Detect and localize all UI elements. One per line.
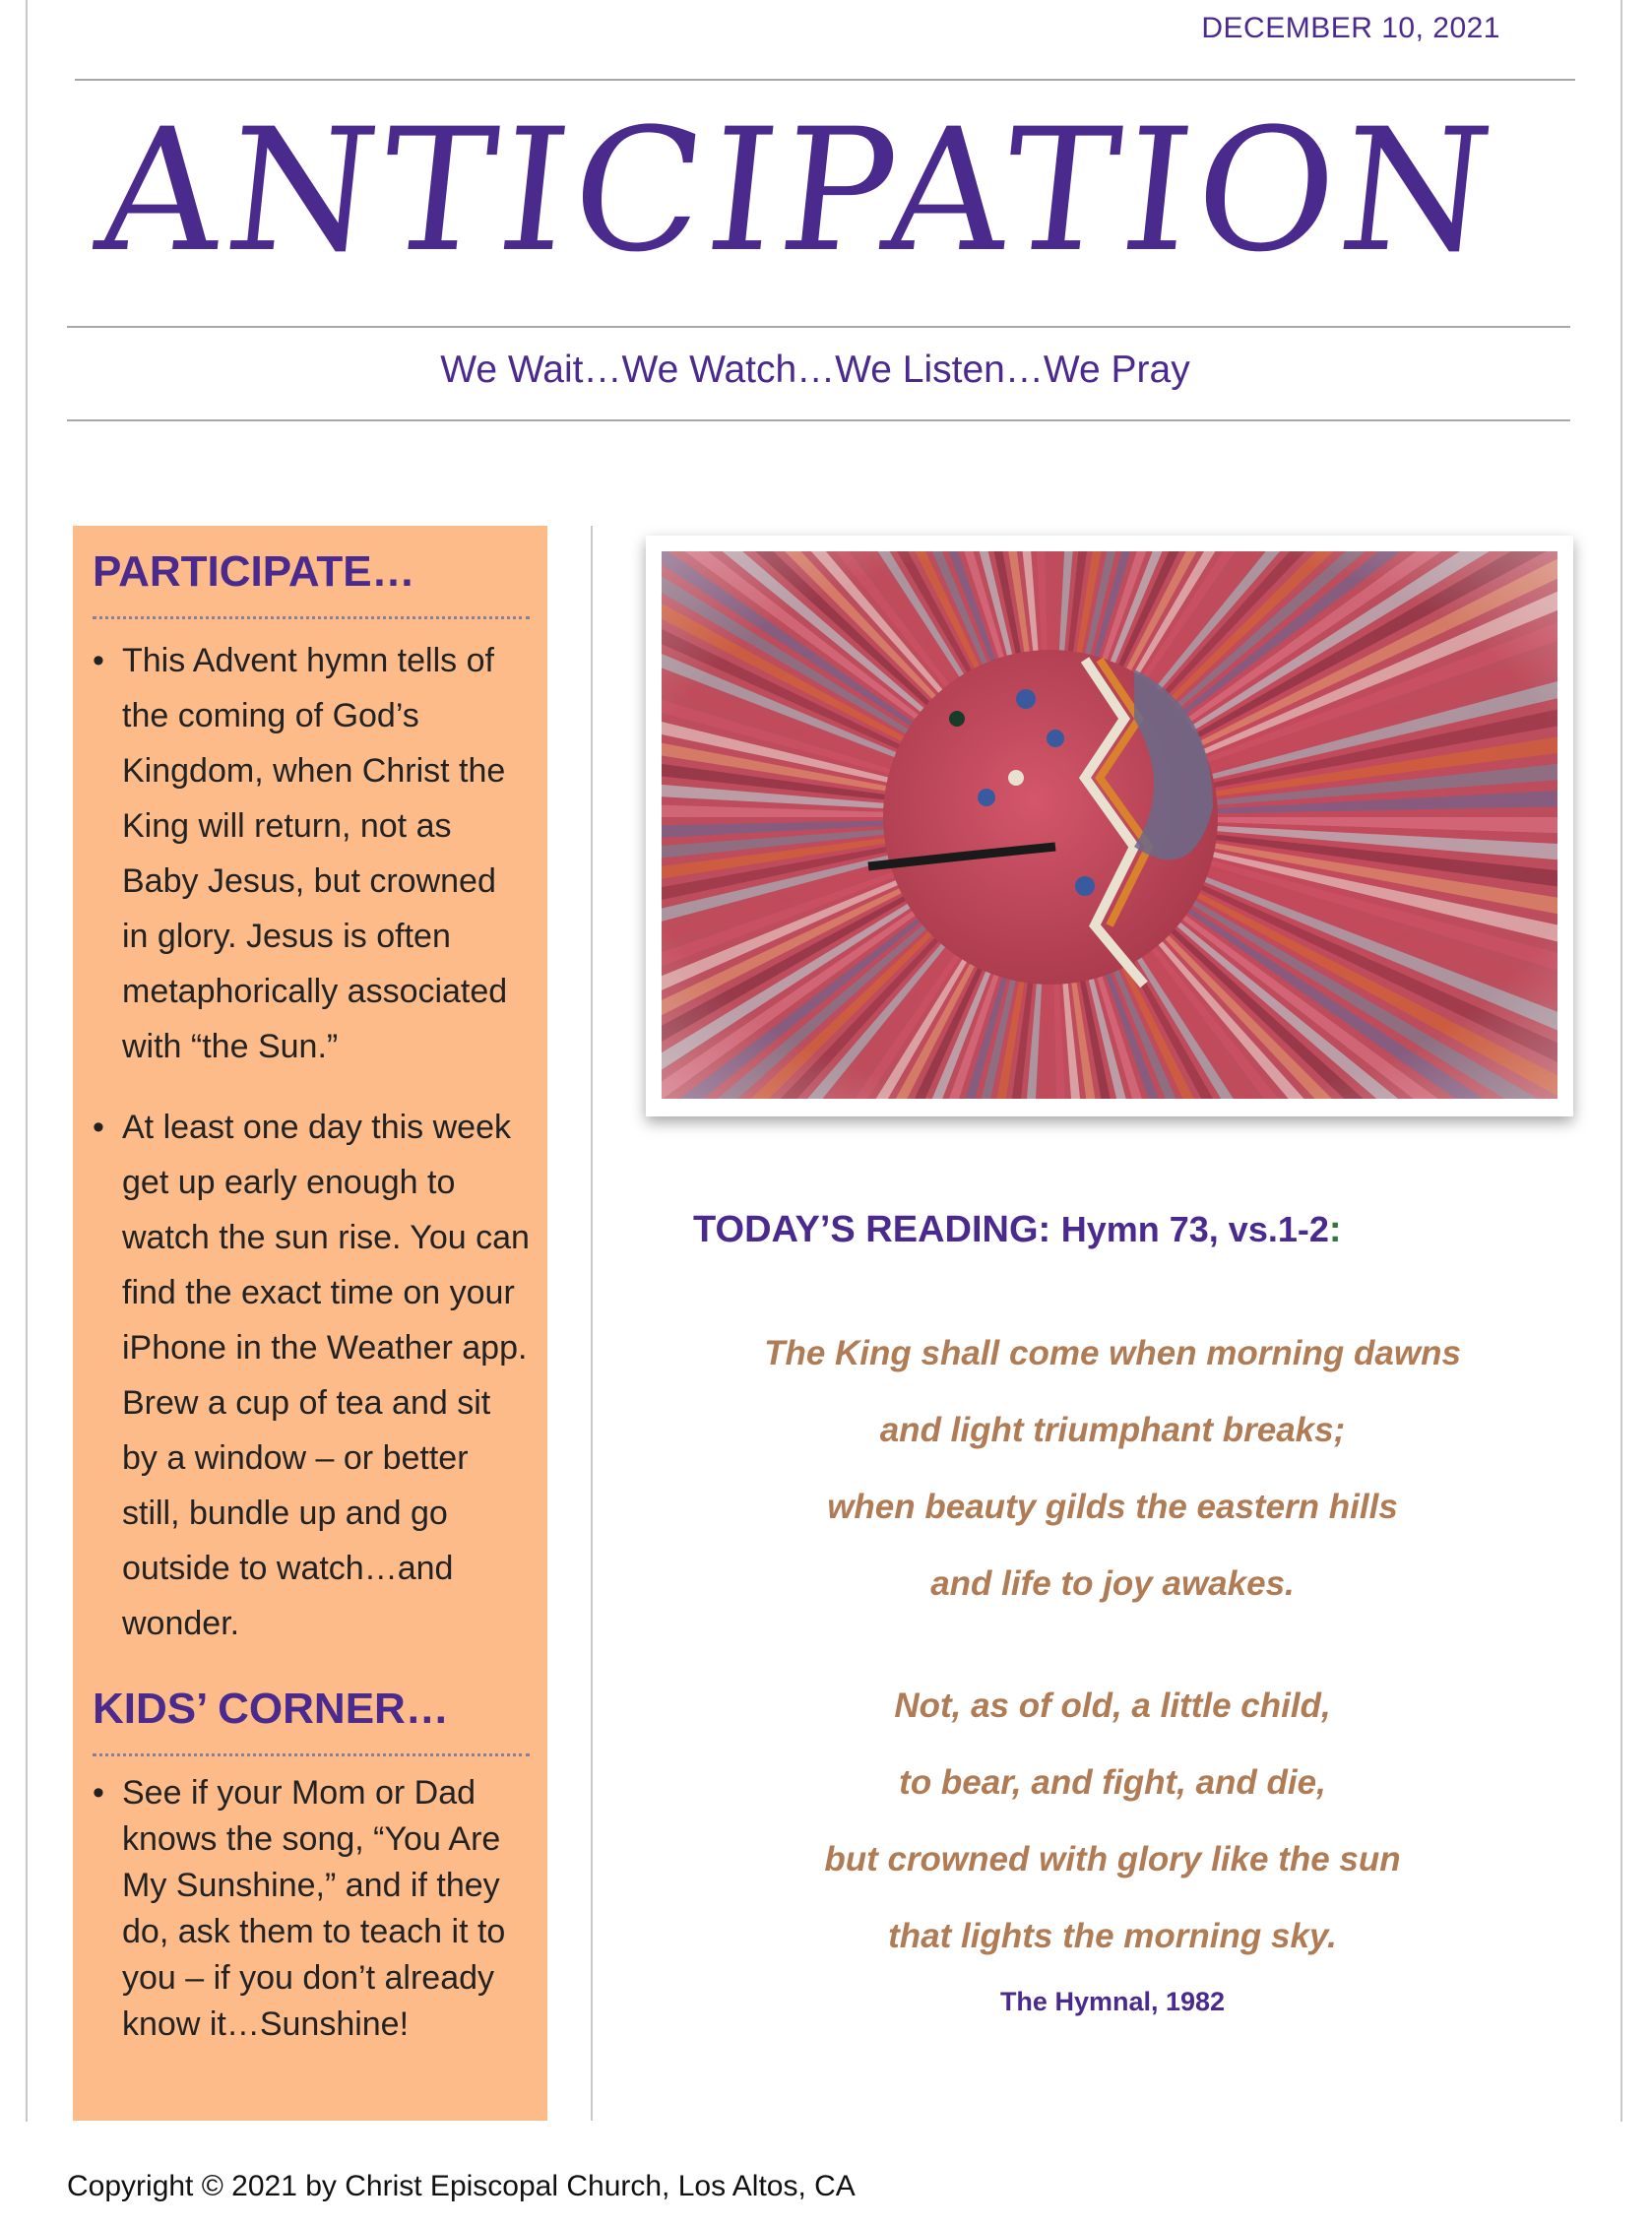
list-item: • At least one day this week get up early enough to watch the sun rise. You can find the exact time on your iPhone in the Weather app. Brew a cup of tea and sit by a window – or better still, bundle up and go outside to watch…and wonder. xyxy=(93,1100,530,1651)
verse-line: when beauty gilds the eastern hills xyxy=(827,1488,1398,1526)
page-border-right xyxy=(1620,0,1622,2122)
reading-heading xyxy=(693,1209,1342,1251)
verse-line: to bear, and fight, and die, xyxy=(899,1763,1326,1802)
rule-under-tagline xyxy=(67,419,1570,421)
copyright: Copyright © 2021 by Christ Episcopal Church, Los Altos, CA xyxy=(67,2170,856,2202)
reading-colon: : xyxy=(1328,1209,1342,1250)
kids-corner-list xyxy=(93,1770,530,2048)
burst-svg xyxy=(662,551,1557,1099)
page-border-left xyxy=(26,0,28,2122)
rule-under-title xyxy=(67,326,1570,328)
verse-line: that lights the morning sky. xyxy=(888,1917,1337,1955)
newsletter-title: ANTICIPATION xyxy=(89,92,1506,289)
reading-label: TODAY’S READING: xyxy=(693,1209,1051,1250)
participate-list xyxy=(93,633,530,1651)
verse-line: and life to joy awakes. xyxy=(930,1564,1295,1603)
verse-2 xyxy=(650,1668,1575,1975)
column-divider xyxy=(591,526,593,2121)
hymnal-credit: The Hymnal, 1982 xyxy=(999,1987,1226,2016)
kids-corner-heading: KIDS’ CORNER… xyxy=(93,1685,530,1756)
participate-heading: PARTICIPATE… xyxy=(93,547,530,619)
list-item: • See if your Mom or Dad knows the song, “You Are My Sunshine,” and if they do, ask them to teach it to you – if you don’t already know it…Sunshine! xyxy=(93,1770,530,2048)
list-item: • This Advent hymn tells of the coming of God’s Kingdom, when Christ the King will return, not as Baby Jesus, but crowned in glory. Jesus is often metaphorically associated with “the Sun.” xyxy=(93,633,530,1074)
issue-date: DECEMBER 10, 2021 xyxy=(1201,12,1500,44)
rule-top xyxy=(75,79,1575,81)
verse-1 xyxy=(650,1315,1575,1623)
verse-line: Not, as of old, a little child, xyxy=(894,1686,1331,1725)
reading-reference: Hymn 73, vs.1-2 xyxy=(1060,1209,1329,1249)
tagline: We Wait…We Watch…We Listen…We Pray xyxy=(440,349,1190,391)
sidebar xyxy=(73,526,547,2121)
verse-line: The King shall come when morning dawns xyxy=(764,1334,1461,1372)
verse-line: and light triumphant breaks; xyxy=(879,1411,1346,1449)
radial-burst-artwork-icon xyxy=(662,551,1557,1099)
verse-line: but crowned with glory like the sun xyxy=(824,1840,1401,1878)
artwork-frame xyxy=(646,536,1573,1116)
